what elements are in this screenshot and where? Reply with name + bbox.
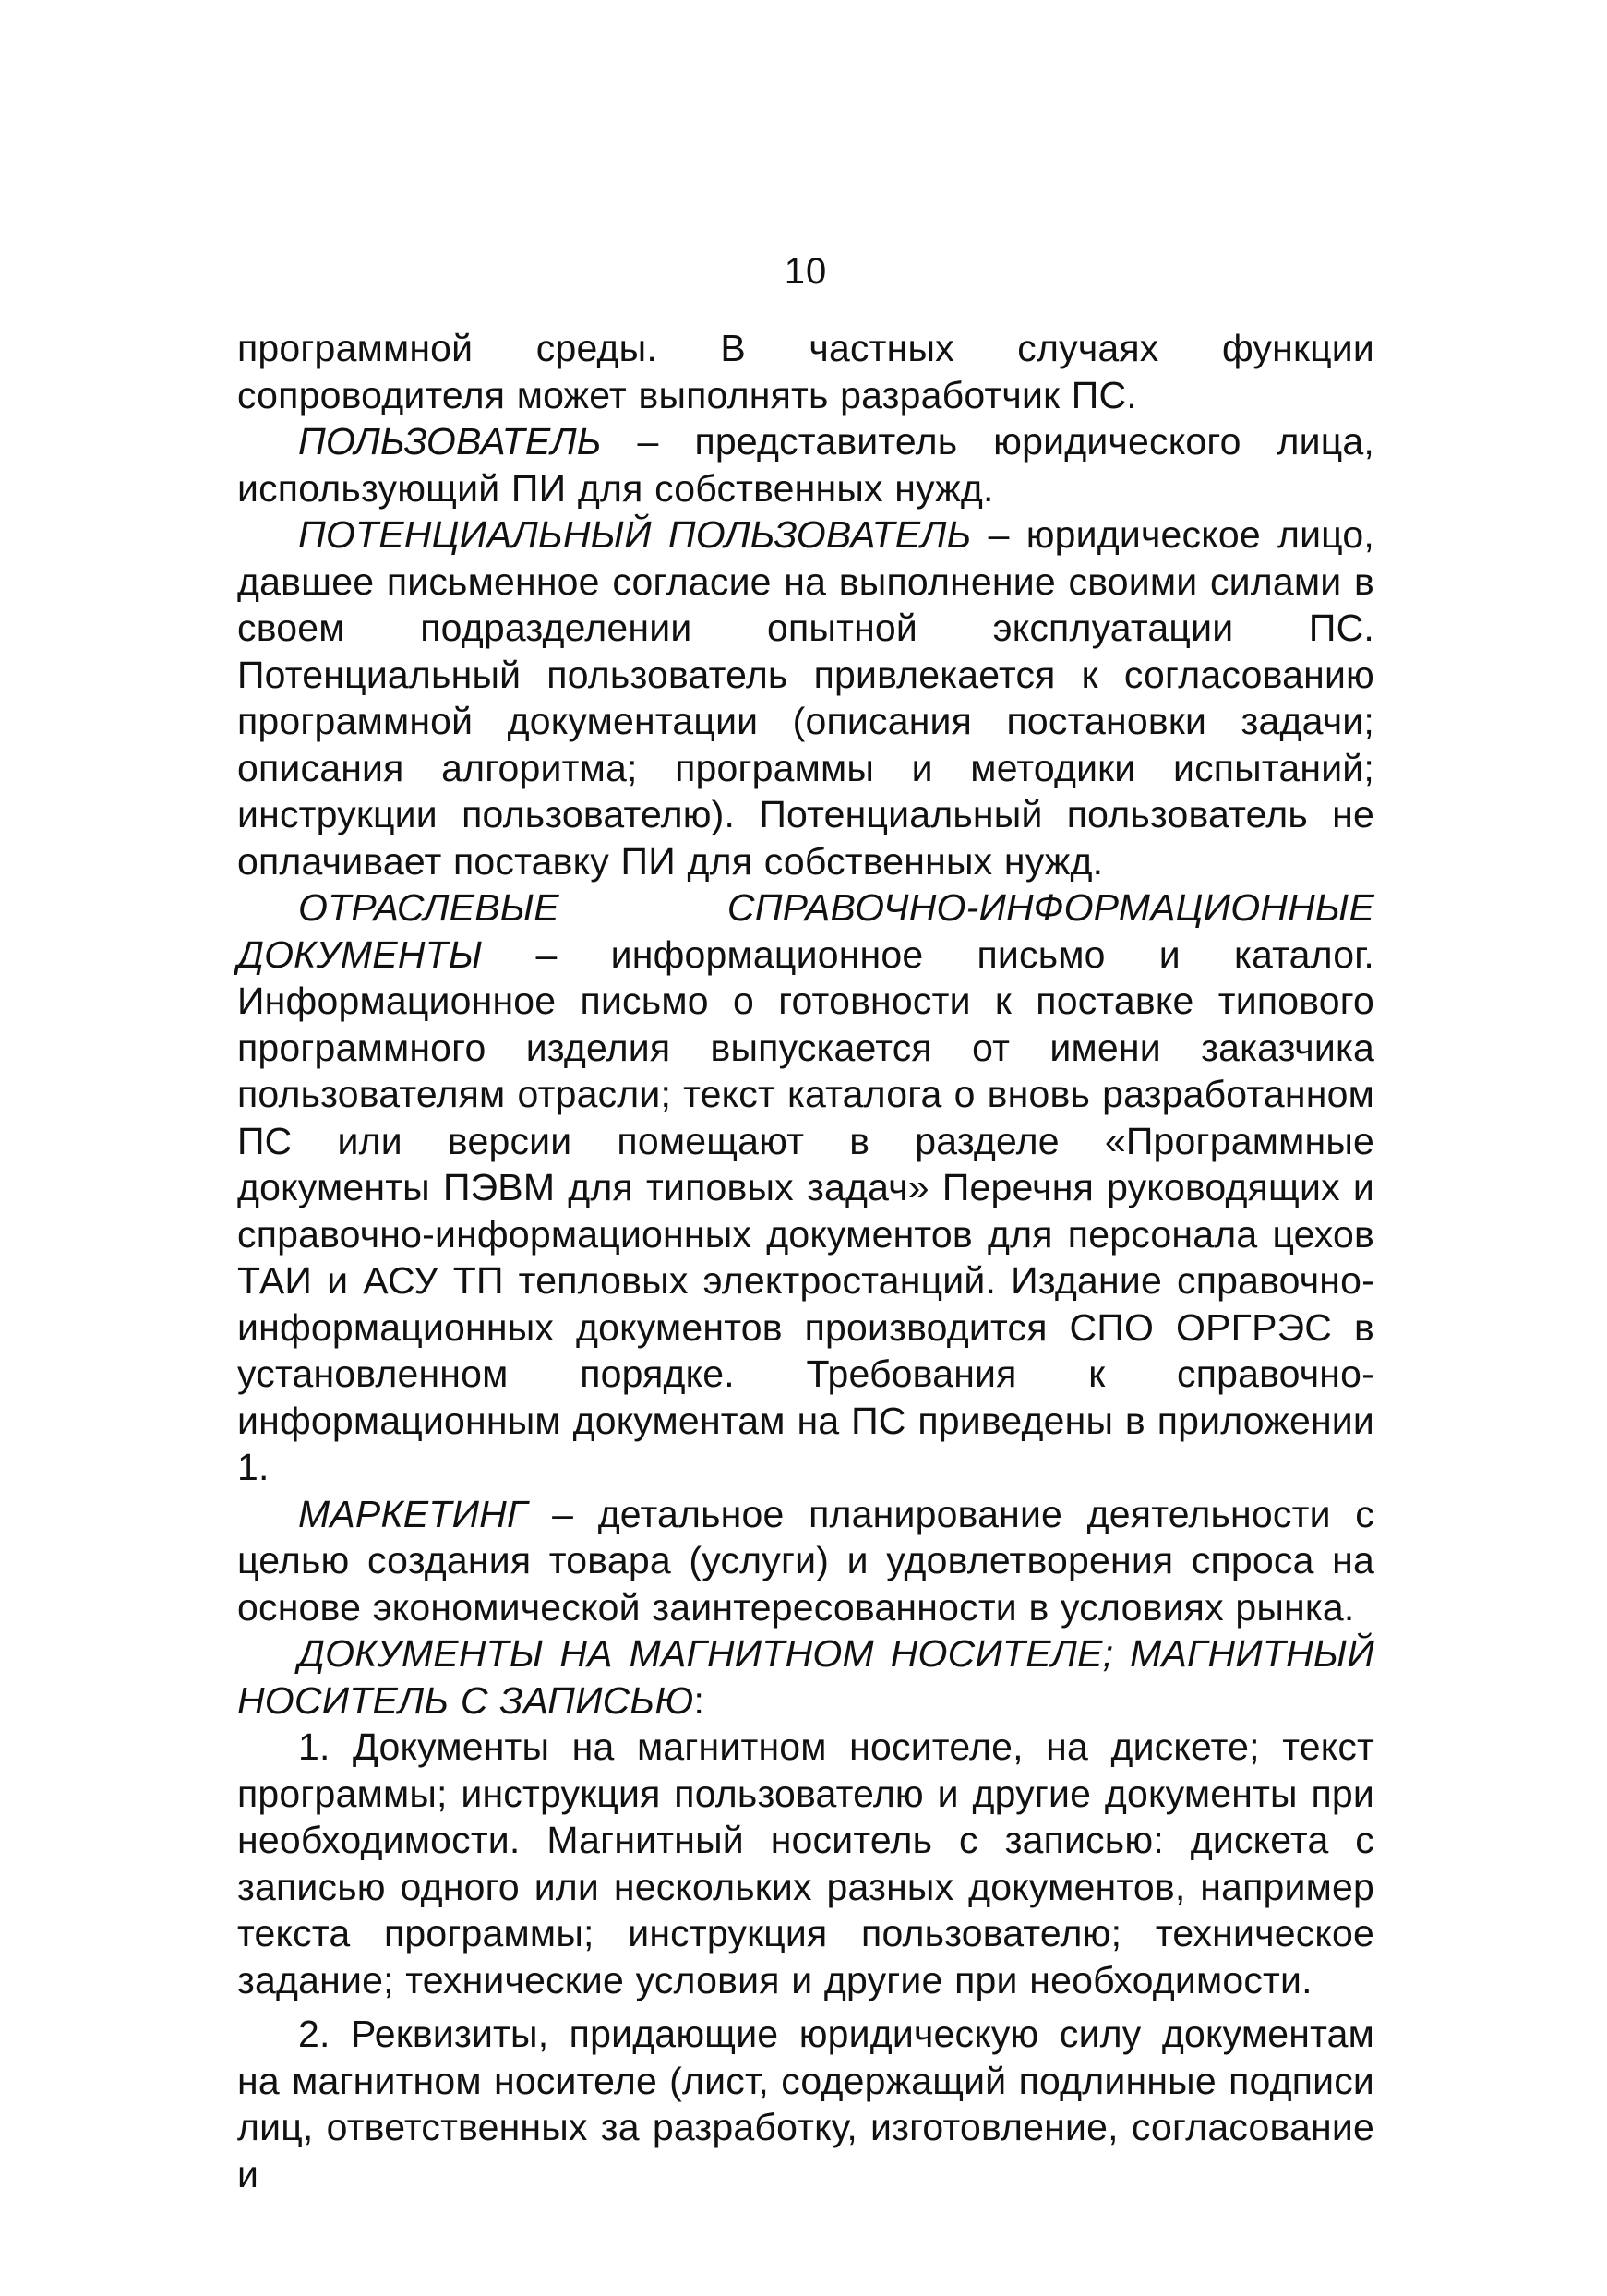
definition-text: – представитель юридического лица, использующий ПИ для собственных нужд. [237,420,1374,510]
definition-text: – детальное планирование деятельности с целью создания товара (услуги) и удовлетворения спроса на основе экономической заинтересованности в условиях рынка. [237,1492,1374,1629]
list-item-1 [237,1724,1374,2003]
paragraph-text: программной среды. В частных случаях функции сопроводителя может выполнять разработчик ПС. [237,327,1374,416]
definition-potential-user [237,511,1374,884]
term-marketing: МАРКЕТИНГ [298,1492,528,1535]
definition-user [237,418,1374,511]
definition-marketing [237,1491,1374,1631]
term-user: ПОЛЬЗОВАТЕЛЬ [298,420,602,463]
definition-magnetic-media-documents [237,1630,1374,1724]
list-item-2 [237,2011,1374,2197]
term-potential-user: ПОТЕНЦИАЛЬНЫЙ ПОЛЬЗОВАТЕЛЬ [298,513,972,556]
definition-text: – информационное письмо и каталог. Информационное письмо о готовности к поставке типового программного изделия выпускается от имени заказчика пользователям отрасли; текст каталога о вновь разработанном ПС или версии помещают в разделе «Программные документы ПЭВМ для типовых задач» Перечня руководящих и справочно-информационных документов для персонала цехов ТАИ и АСУ ТП тепловых электростанций. Издание справочно-информационных документов производится СПО ОРГРЭС в установленном порядке. Требования к справочно-информационным документам на ПС приведены в приложении 1. [237,932,1374,1488]
definition-industry-reference-documents [237,884,1374,1491]
paragraph-continuation [237,325,1374,418]
definition-text: – юридическое лицо, давшее письменное согласие на выполнение своими силами в своем подразделении опытной эксплуатации ПС. Потенциальный пользователь привлекается к согласованию программной документации (описания постановки задачи; описания алгоритма; программы и методики испытаний; инструкции пользователю). Потенциальный пользователь не оплачивает поставку ПИ для собственных нужд. [237,513,1374,883]
list-item-text: 1. Документы на магнитном носителе, на дискете; текст программы; инструкция пользователю и другие документы при необходимости. Магнитный носитель с записью: дискета с записью одного или нескольких разных документов, например текста программы; инструкция пользователю; техническое задание; технические условия и другие при необходимости. [237,1725,1374,2001]
page-number: 10 [784,251,828,292]
term-industry-reference-documents: ОТРАСЛЕВЫЕ СПРАВОЧНО-ИНФОРМАЦИОННЫЕ ДОКУМЕНТЫ [237,886,1374,976]
definition-text: : [693,1678,705,1722]
list-item-text: 2. Реквизиты, придающие юридическую силу документам на магнитном носителе (лист, содержащий подлинные подписи лиц, ответственных за разработку, изготовление, согласование и [237,2013,1374,2195]
term-magnetic-media-documents: ДОКУМЕНТЫ НА МАГНИТНОМ НОСИТЕЛЕ; МАГНИТНЫЙ НОСИТЕЛЬ С ЗАПИСЬЮ [237,1632,1374,1722]
document-page [237,249,1374,2197]
